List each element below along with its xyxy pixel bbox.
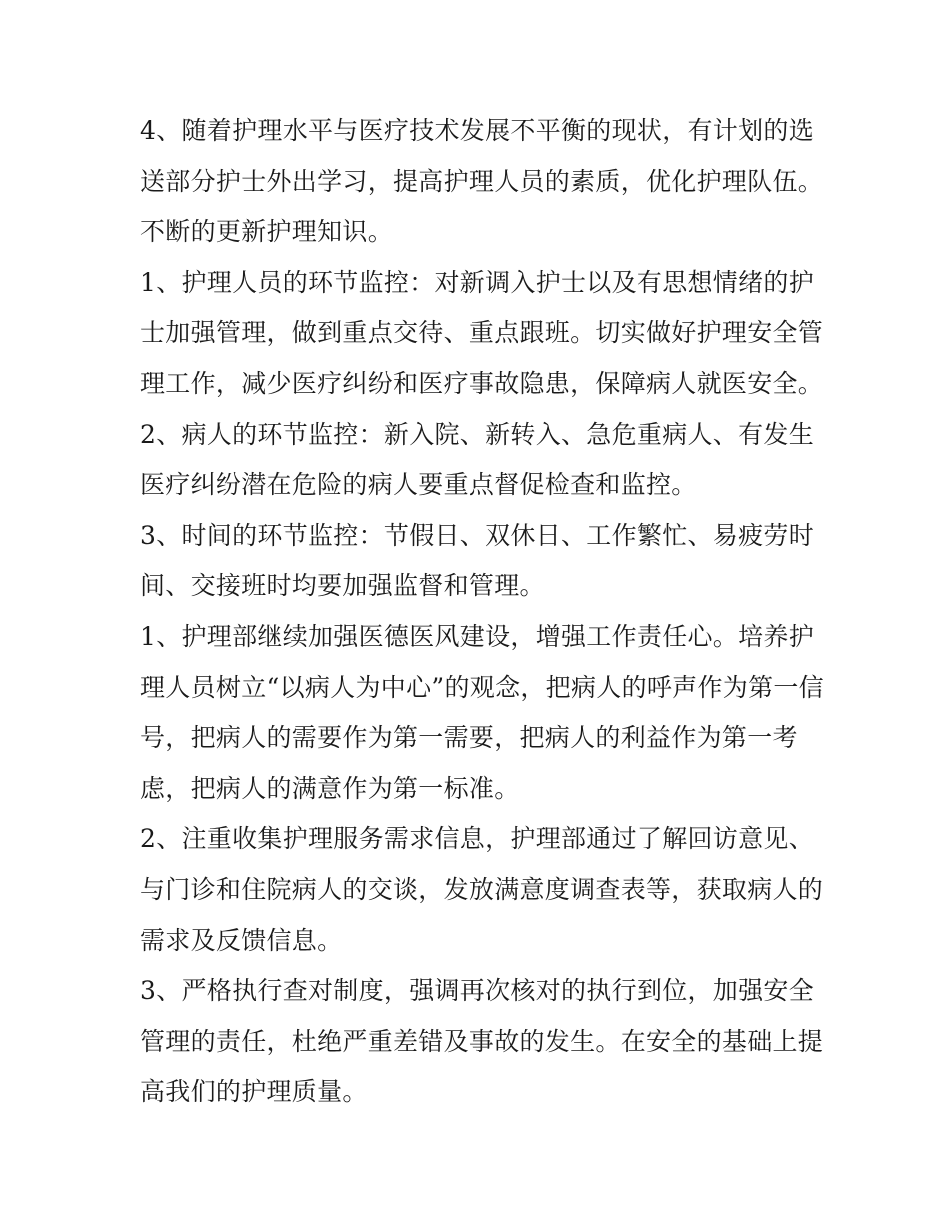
paragraph-line: 3、严格执行查对制度，强调再次核对的执行到位，加强安全 — [140, 976, 815, 1006]
paragraph-line: 士加强管理，做到重点交待、重点跟班。切实做好护理安全管 — [140, 318, 824, 348]
paragraph-3 — [140, 410, 820, 511]
paragraph-7 — [140, 966, 824, 1118]
paragraph-line: 不断的更新护理知识。 — [140, 217, 394, 247]
paragraph-line: 理人员树立“以病人为中心”的观念，把病人的呼声作为第一信 — [140, 672, 824, 702]
paragraph-line: 需求及反馈信息。 — [140, 925, 343, 955]
paragraph-5 — [140, 612, 824, 814]
paragraph-line: 1、护理人员的环节监控：对新调入护士以及有思想情绪的护 — [140, 267, 815, 297]
paragraph-4 — [140, 511, 820, 612]
paragraph-line: 与门诊和住院病人的交谈，发放满意度调查表等，获取病人的 — [140, 874, 824, 904]
paragraph-line: 号，把病人的需要作为第一需要，把病人的利益作为第一考 — [140, 723, 798, 753]
paragraph-line: 3、时间的环节监控：节假日、双休日、工作繁忙、易疲劳时 — [140, 520, 815, 550]
paragraph-line: 送部分护士外出学习，提高护理人员的素质，优化护理队伍。 — [140, 166, 824, 196]
document-body — [140, 106, 824, 1118]
paragraph-2 — [140, 258, 824, 410]
paragraph-line: 1、护理部继续加强医德医风建设，增强工作责任心。培养护 — [140, 621, 815, 651]
paragraph-line: 2、注重收集护理服务需求信息，护理部通过了解回访意见、 — [140, 824, 815, 854]
paragraph-1 — [140, 106, 824, 258]
paragraph-6 — [140, 814, 824, 966]
paragraph-line: 间、交接班时均要加强监督和管理。 — [140, 571, 545, 601]
paragraph-line: 管理的责任，杜绝严重差错及事故的发生。在安全的基础上提 — [140, 1026, 824, 1056]
paragraph-line: 2、病人的环节监控：新入院、新转入、急危重病人、有发生 — [140, 419, 815, 449]
paragraph-line: 高我们的护理质量。 — [140, 1077, 368, 1107]
paragraph-line: 医疗纠纷潜在危险的病人要重点督促检查和监控。 — [140, 470, 697, 500]
paragraph-line: 4、随着护理水平与医疗技术发展不平衡的现状，有计划的选 — [140, 116, 815, 145]
paragraph-line: 虑，把病人的满意作为第一标准。 — [140, 773, 520, 803]
paragraph-line: 理工作，减少医疗纠纷和医疗事故隐患，保障病人就医安全。 — [140, 368, 824, 398]
